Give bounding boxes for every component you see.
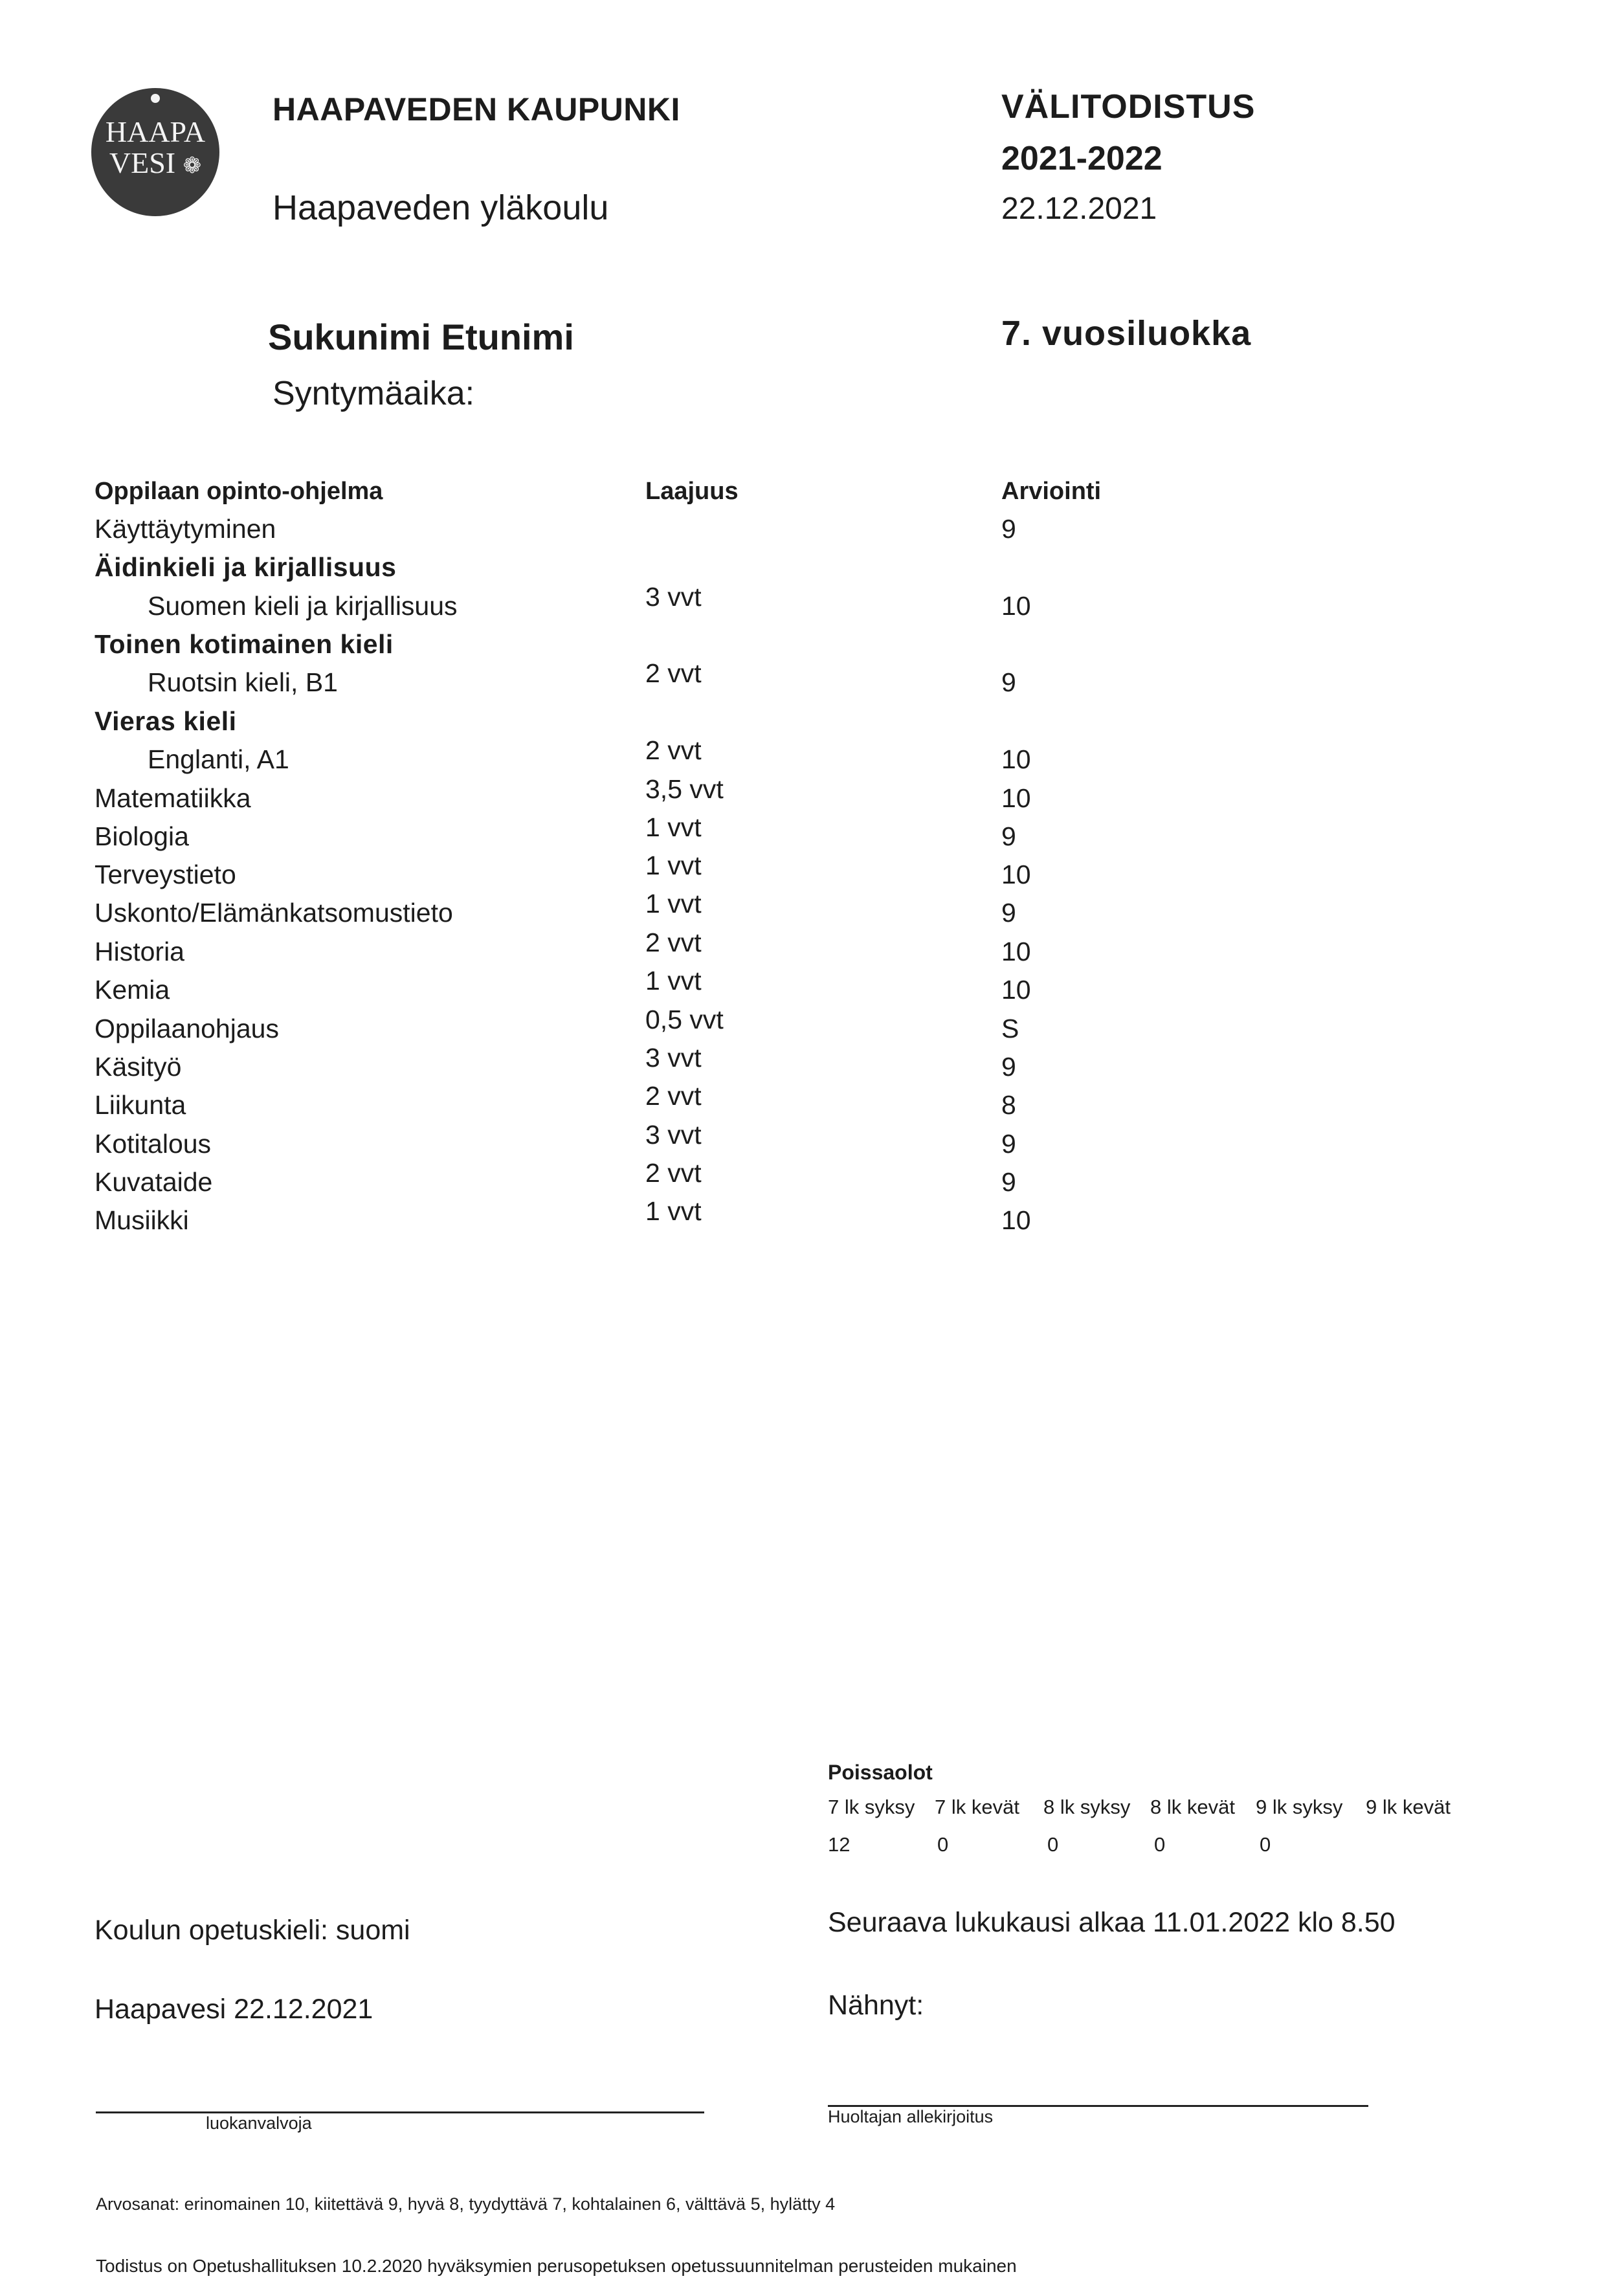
subject-group-name: Toinen kotimainen kieli: [95, 629, 394, 659]
subject-row: [0, 1081, 1624, 1129]
subject-row: [0, 1158, 1624, 1206]
absence-count: 0: [1154, 1833, 1166, 1856]
subject-grade: 9: [1001, 1167, 1016, 1197]
absence-count: 0: [937, 1833, 949, 1856]
subject-scope: 2 vvt: [645, 928, 702, 957]
city-logo: [91, 88, 219, 216]
student-name: Sukunimi Etunimi: [268, 317, 574, 357]
subject-name: Käsityö: [95, 1052, 182, 1082]
subject-grade: 9: [1001, 821, 1016, 851]
subject-grade: 8: [1001, 1090, 1016, 1120]
logo-text-bottom: [91, 148, 219, 182]
absence-period-header: 8 lk syksy: [1043, 1796, 1131, 1818]
subject-row: [0, 928, 1624, 975]
column-header-program: Oppilaan opinto-ohjelma: [95, 478, 383, 505]
subject-row: [0, 1196, 1624, 1244]
subject-grade: 10: [1001, 937, 1031, 966]
logo-text-top: HAAPA: [105, 115, 206, 148]
subject-name: Terveystieto: [95, 860, 236, 889]
teacher-signature-line: [96, 2111, 704, 2113]
subject-name: Suomen kieli ja kirjallisuus: [148, 591, 458, 621]
logo-text-vesi: VESI: [109, 146, 176, 179]
absence-count: 12: [828, 1833, 851, 1856]
subject-scope: 0,5 vvt: [645, 1005, 724, 1034]
logo-flower-icon: ❁: [183, 154, 202, 178]
subject-grade: 10: [1001, 744, 1031, 774]
subject-scope: 1 vvt: [645, 889, 702, 919]
grade-level: 7. vuosiluokka: [1001, 314, 1252, 353]
subject-grade: 9: [1001, 1129, 1016, 1159]
subject-row: [0, 514, 1624, 553]
subject-name: Historia: [95, 937, 184, 966]
grade-scale-note: Arvosanat: erinomainen 10, kiitettävä 9, hyvä 8, tyydyttävä 7, kohtalainen 6, välttävä 5, hylätty 4: [96, 2194, 836, 2214]
subject-scope: 1 vvt: [645, 812, 702, 842]
subject-row: [0, 889, 1624, 937]
subject-name: Käyttäytyminen: [95, 514, 276, 544]
city-name: HAAPAVEDEN KAUPUNKI: [273, 91, 680, 128]
subject-scope: 3 vvt: [645, 1120, 702, 1150]
next-term-start: Seuraava lukukausi alkaa 11.01.2022 klo 8.50: [828, 1907, 1396, 1938]
subject-row: [0, 966, 1624, 1014]
subject-name: Uskonto/Elämänkatsomustieto: [95, 898, 453, 928]
teaching-language: Koulun opetuskieli: suomi: [95, 1915, 410, 1946]
school-name: Haapaveden yläkoulu: [273, 188, 609, 227]
subject-grade: 10: [1001, 591, 1031, 621]
subject-row: [0, 851, 1624, 898]
document-type: VÄLITODISTUS: [1001, 88, 1256, 126]
subject-name: Kemia: [95, 975, 170, 1005]
subject-scope: 1 vvt: [645, 966, 702, 996]
subject-name: Biologia: [95, 821, 189, 851]
subject-row: [0, 1043, 1624, 1091]
subject-grade: 9: [1001, 514, 1016, 544]
subject-scope: 2 vvt: [645, 1158, 702, 1188]
document-date: 22.12.2021: [1001, 192, 1157, 226]
absence-period-header: 7 lk syksy: [828, 1796, 915, 1818]
subject-name: Musiikki: [95, 1205, 189, 1235]
subject-row: [0, 1005, 1624, 1052]
subject-name: Ruotsin kieli, B1: [148, 667, 338, 697]
absence-count: 0: [1260, 1833, 1271, 1856]
subject-grade: S: [1001, 1014, 1019, 1043]
subject-grade: 10: [1001, 783, 1031, 813]
subject-name: Kuvataide: [95, 1167, 213, 1197]
curriculum-basis-note: Todistus on Opetushallituksen 10.2.2020 hyväksymien perusopetuksen opetussuunnitelman perusteiden mukainen: [96, 2256, 1017, 2276]
subject-name: Oppilaanohjaus: [95, 1014, 279, 1043]
subject-name: Kotitalous: [95, 1129, 212, 1159]
subject-scope: 2 vvt: [645, 658, 702, 688]
subject-scope: 3 vvt: [645, 1043, 702, 1073]
subject-row: [0, 735, 1624, 783]
absences-title: Poissaolot: [828, 1761, 933, 1784]
subject-grade: 9: [1001, 1052, 1016, 1082]
subject-group-name: Äidinkieli ja kirjallisuus: [95, 552, 397, 582]
absence-period-header: 9 lk kevät: [1366, 1796, 1451, 1818]
column-header-evaluation: Arviointi: [1001, 478, 1102, 505]
subject-grade: 10: [1001, 975, 1031, 1005]
subject-row: [0, 658, 1624, 706]
subject-scope: 3,5 vvt: [645, 774, 724, 804]
subject-row: [0, 1120, 1624, 1168]
subject-scope: 1 vvt: [645, 851, 702, 880]
subject-scope: 2 vvt: [645, 735, 702, 765]
place-and-date: Haapavesi 22.12.2021: [95, 1994, 373, 2025]
subject-name: Englanti, A1: [148, 744, 289, 774]
column-header-scope: Laajuus: [645, 478, 739, 505]
subject-scope: 3 vvt: [645, 582, 702, 612]
subject-scope: 1 vvt: [645, 1196, 702, 1226]
subject-row: [0, 582, 1624, 630]
subject-row: [0, 812, 1624, 860]
subject-group-name: Vieras kieli: [95, 706, 237, 736]
absence-period-header: 7 lk kevät: [935, 1796, 1019, 1818]
absence-period-header: 8 lk kevät: [1150, 1796, 1235, 1818]
birth-date-label: Syntymäaika:: [273, 375, 475, 412]
subject-group-row: [0, 629, 1624, 668]
teacher-signature-label: luokanvalvoja: [206, 2113, 312, 2133]
subject-name: Matematiikka: [95, 783, 251, 813]
logo-dot: [151, 94, 160, 103]
school-year: 2021-2022: [1001, 140, 1162, 177]
subject-group-row: [0, 552, 1624, 591]
subject-scope: 2 vvt: [645, 1081, 702, 1111]
subject-name: Liikunta: [95, 1090, 186, 1120]
subject-grade: 10: [1001, 1205, 1031, 1235]
absence-count: 0: [1047, 1833, 1059, 1856]
subject-group-row: [0, 706, 1624, 745]
subject-grade: 10: [1001, 860, 1031, 889]
subject-grade: 9: [1001, 898, 1016, 928]
absence-period-header: 9 lk syksy: [1256, 1796, 1343, 1818]
subject-row: [0, 774, 1624, 822]
seen-label: Nähnyt:: [828, 1990, 924, 2021]
subject-grade: 9: [1001, 667, 1016, 697]
guardian-signature-label: Huoltajan allekirjoitus: [828, 2107, 994, 2126]
